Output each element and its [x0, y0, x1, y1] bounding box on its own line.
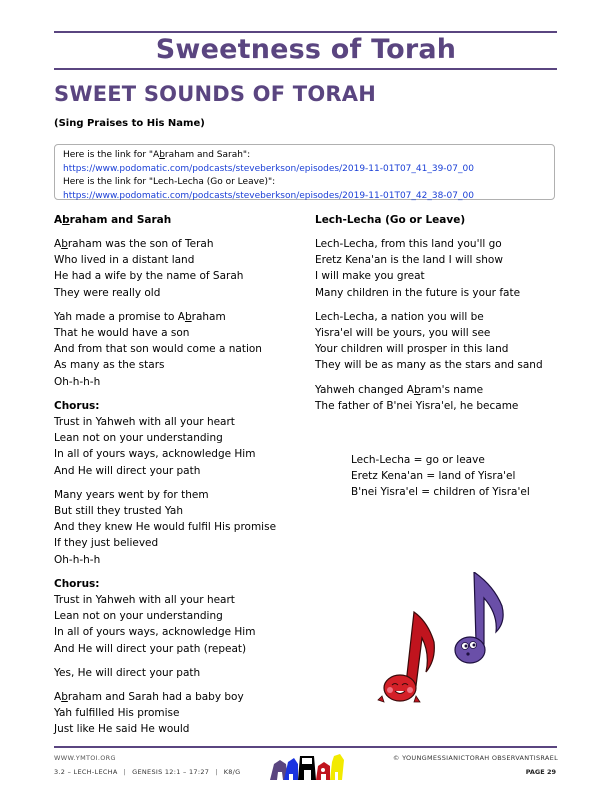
stanza [54, 309, 294, 390]
lyric-line: Yisra'el will be yours, you will see [315, 327, 491, 340]
lyric-line: Your children will prosper in this land [315, 343, 509, 356]
lyric-line: Yahweh changed Abram's name [315, 383, 484, 396]
song-title: Abraham and Sarah [54, 214, 172, 226]
bridge [54, 665, 294, 681]
chorus [54, 398, 294, 479]
footer-separator: | [123, 768, 127, 776]
lyric-line: In all of yours ways, acknowledge Him [54, 626, 256, 639]
lyric-line: But still they trusted Yah [54, 505, 183, 518]
lyric-line: Yah made a promise to Abraham [54, 310, 226, 323]
lyric-line: Lean not on your understanding [54, 610, 223, 623]
lyric-line: He had a wife by the name of Sarah [54, 270, 244, 283]
black-figure-icon [298, 756, 316, 780]
lyric-line: Trust in Yahweh with all your heart [54, 416, 235, 429]
music-notes-illustration [376, 572, 506, 712]
purple-music-note-icon [455, 572, 503, 663]
header-bottom-rule [54, 68, 557, 70]
tagline: (Sing Praises to His Name) [54, 118, 205, 129]
lyric-line: Many years went by for them [54, 488, 209, 501]
lyric-line: And from that son would come a nation [54, 343, 262, 356]
lyric-line: And they knew He would fulfil His promise [54, 521, 277, 534]
lyric-line: Abraham and Sarah had a baby boy [54, 691, 244, 704]
lyric-line: And He will direct your path [54, 464, 201, 477]
link-lech-lecha[interactable]: https://www.podomatic.com/podcasts/steveberkson/episodes/2019-11-01T07_42_38-07_00 [63, 190, 474, 201]
lyric-line: Lean not on your understanding [54, 432, 223, 445]
stanza [315, 236, 560, 301]
glossary-item: Eretz Kena'an = land of Yisra'el [351, 470, 516, 483]
footer-copyright: © YOUNGMESSIANICTORAH OBSERVANTISRAEL [392, 754, 558, 762]
podcast-links-box [54, 144, 555, 200]
lyric-line: They will be as many as the stars and sand [315, 359, 543, 372]
lyric-line: In all of yours ways, acknowledge Him [54, 448, 256, 461]
stanza [54, 689, 294, 738]
lyric-line: Trust in Yahweh with all your heart [54, 594, 235, 607]
link-label-abraham: Here is the link for "Abraham and Sarah": [63, 150, 251, 160]
page-title: Sweetness of Torah [155, 34, 457, 65]
footer-grade: K8/G [223, 768, 241, 776]
lyric-line: Lech-Lecha, a nation you will be [315, 310, 484, 323]
lyric-line: Just like He said He would [54, 723, 190, 736]
footer-separator: | [215, 768, 218, 776]
glossary-item: Lech-Lecha = go or leave [351, 454, 485, 466]
lyric-line: Who lived in a distant land [54, 254, 195, 267]
lyric-line: Abraham was the son of Terah [54, 238, 214, 250]
footer-lesson-info [54, 768, 241, 776]
footer-website: WWW.YMTOI.ORG [54, 754, 116, 762]
lyric-line: Yes, He will direct your path [54, 666, 201, 679]
stanza [315, 382, 560, 414]
ymtoi-logo [268, 752, 346, 782]
song-title: Lech-Lecha (Go or Leave) [315, 214, 466, 226]
lyric-line: And He will direct your path (repeat) [54, 642, 247, 655]
lyric-line: That he would have a son [54, 327, 190, 340]
stanza [315, 309, 560, 374]
footer-scripture: GENESIS 12:1 – 17:27 [132, 768, 210, 776]
lyric-line: Oh-h-h-h [54, 553, 101, 566]
lyric-line: They were really old [54, 286, 161, 299]
footer-page-number: PAGE 29 [525, 768, 556, 776]
lyric-line: Eretz Kena'an is the land I will show [315, 254, 503, 267]
lyric-line: Yah fulfilled His promise [54, 707, 180, 720]
red-music-note-icon [378, 612, 434, 702]
lyric-line: Oh-h-h-h [54, 375, 101, 388]
section-title: SWEET SOUNDS OF TORAH [54, 82, 376, 106]
lyric-line: If they just believed [54, 537, 159, 550]
chorus-label: Chorus: [54, 577, 100, 590]
footer-lesson: 3.2 – LECH-LECHA [54, 768, 118, 776]
lyric-line: Lech-Lecha, from this land you'll go [315, 238, 502, 250]
stanza [54, 236, 294, 301]
stanza [54, 487, 294, 568]
lyric-line: Many children in the future is your fate [315, 286, 521, 299]
header-top-rule [54, 31, 557, 33]
song-lech-lecha [315, 212, 560, 422]
yellow-figure-icon [330, 754, 344, 780]
red-figure-icon [316, 762, 330, 780]
glossary-item: B'nei Yisra'el = children of Yisra'el [351, 486, 530, 499]
glossary [351, 452, 530, 501]
lyric-line: As many as the stars [54, 359, 165, 372]
link-label-lech-lecha: Here is the link for "Lech-Lecha (Go or Leave)": [63, 177, 276, 187]
lyric-line: The father of B'nei Yisra'el, he became [315, 399, 519, 412]
song-abraham-and-sarah [54, 212, 294, 746]
chorus-label: Chorus: [54, 399, 100, 412]
chorus [54, 576, 294, 657]
footer-rule [54, 746, 557, 748]
lyric-line: I will make you great [315, 270, 425, 283]
link-abraham-and-sarah[interactable]: https://www.podomatic.com/podcasts/steveberkson/episodes/2019-11-01T07_41_39-07_00 [63, 163, 474, 174]
